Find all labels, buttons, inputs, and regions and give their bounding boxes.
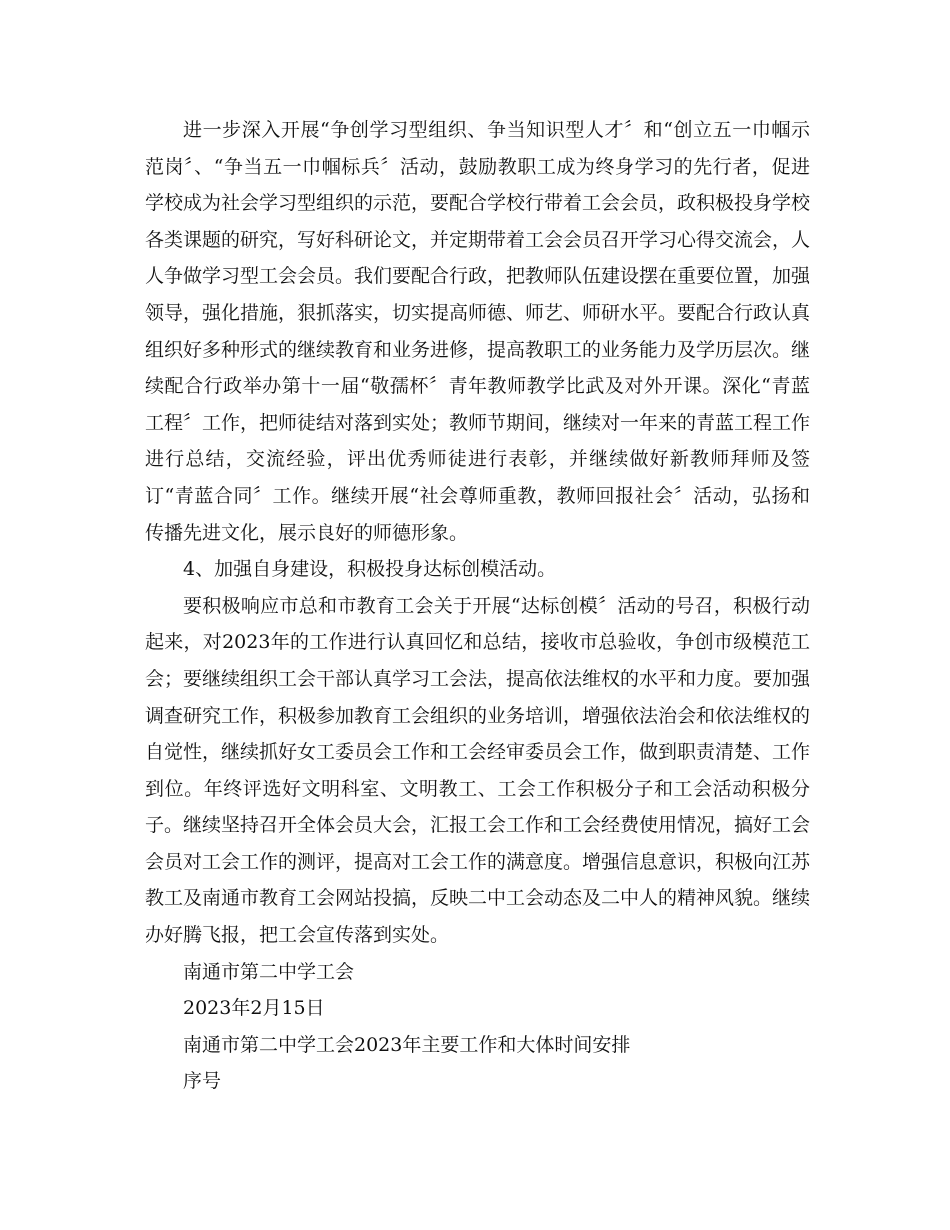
signature-date: 2023年2月15日 [183,997,325,1020]
document-body [145,112,810,1100]
paragraph-model-union: 要积极响应市总和市教育工会关于开展“达标创模〞活动的号召，积极行动起来，对2023年的工作进行认真回忆和总结，接收市总验收，争创市级模范工会；要继续组织工会干部认真学习工会法，提高依法维权的水平和力度。要加强调查研究工作，积极参加教育工会组织的业务培训，增强依法治会和依法维权的自觉性，继续抓好女工委员会工作和工会经审委员会工作，做到职责清楚、工作到位。年终评选好文明科室、文明教工、工会工作积极分子和工会活动积极分子。继续坚持召开全体会员大会，汇报工会工作和工会经费使用情况，搞好工会会员对工会工作的测评，提高对工会工作的满意度。增强信息意识，积极向江苏教工及南通市教育工会网站投搞，反映二中工会动态及二中人的精神风貌。继续办好腾飞报，把工会宣传落到实处。 [145,594,811,947]
signature-organization: 南通市第二中学工会 [183,960,355,983]
section-heading-4: 4、加强自身建设，积极投身达标创模活动。 [183,558,557,581]
paragraph-learning-organization: 进一步深入开展“争创学习型组织、争当知识型人才〞和“创立五一巾帼示范岗〞、“争当五一巾帼标兵〞活动，鼓励教职工成为终身学习的先行者，促进学校成为社会学习型组织的示范，要配合学校行带着工会会员，政积极投身学校各类课题的研究，写好科研论文，并定期带着工会会员召开学习心得交流会，人人争做学习型工会会员。我们要配合行政，把教师队伍建设摆在重要位置，加强领导，强化措施，狠抓落实，切实提高师德、师艺、师研水平。要配合行政认真组织好多种形式的继续教育和业务进修，提高教职工的业务能力及学历层次。继续配合行政举办第十一届“敬孺杯〞青年教师教学比武及对外开课。深化“青蓝工程〞工作，把师徒结对落到实处；教师节期间，继续对一年来的青蓝工程工作进行总结，交流经验，评出优秀师徒进行表彰，并继续做好新教师拜师及签订“青蓝合同〞工作。继续开展“社会尊师重教，教师回报社会〞活动，弘扬和传播先进文化，展示良好的师德形象。 [145,119,811,544]
table-header-index: 序号 [183,1070,222,1093]
appendix-title: 南通市第二中学工会2023年主要工作和大体时间安排 [183,1033,631,1056]
